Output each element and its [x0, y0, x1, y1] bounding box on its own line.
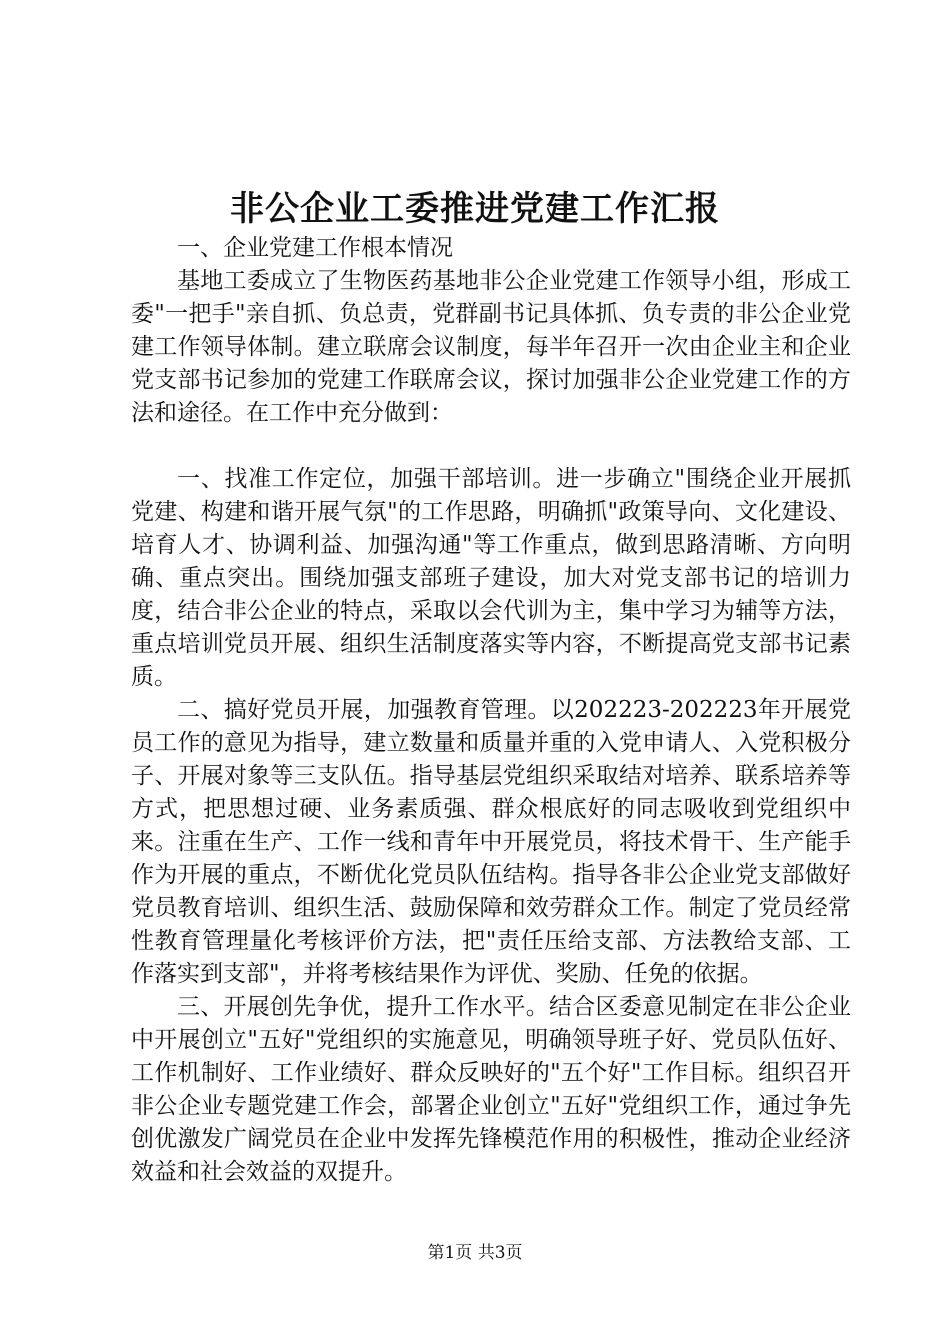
- paragraph-spacer: [131, 430, 851, 463]
- page-number-footer: 第1页 共3页: [427, 1243, 523, 1263]
- body-paragraph: 三、开展创先争优，提升工作水平。结合区委意见制定在非公企业中开展创立"五好"党组织的实施意见，明确领导班子好、党员队伍好、工作机制好、工作业绩好、群众反映好的"五个好"工作目标。组织召开非公企业专题党建工作会，部署企业创立"五好"党组织工作，通过争先创优激发广阔党员在企业中发挥先锋模范作用的积极性，推动企业经济效益和社会效益的双提升。: [131, 994, 851, 1185]
- body-paragraph: 二、搞好党员开展，加强教育管理。以202223-202223年开展党员工作的意见为指导，建立数量和质量并重的入党申请人、入党积极分子、开展对象等三支队伍。指导基层党组织采取结对培养、联系培养等方式，把思想过硬、业务素质强、群众根底好的同志吸收到党组织中来。注重在生产、工作一线和青年中开展党员，将技术骨干、生产能手作为开展的重点，不断优化党员队伍结构。指导各非公企业党支部做好党员教育培训、组织生活、鼓励保障和效劳群众工作。制定了党员经常性教育管理量化考核评价方法，把"责任压给支部、方法教给支部、工作落实到支部"，并将考核结果作为评优、奖励、任免的依据。: [131, 697, 851, 987]
- document-title: 非公企业工委推进党建工作汇报: [230, 189, 720, 229]
- body-paragraph: 一、找准工作定位，加强干部培训。进一步确立"围绕企业开展抓党建、构建和谐开展气氛"的工作思路，明确抓"政策导向、文化建设、培育人才、协调利益、加强沟通"等工作重点，做到思路清晰、方向明确、重点突出。围绕加强支部班子建设，加大对党支部书记的培训力度，结合非公企业的特点，采取以会代训为主，集中学习为辅等方法，重点培训党员开展、组织生活制度落实等内容，不断提高党支部书记素质。: [131, 466, 851, 690]
- section-heading: 一、企业党建工作根本情况: [177, 235, 453, 261]
- body-paragraph: 基地工委成立了生物医药基地非公企业党建工作领导小组，形成工委"一把手"亲自抓、负总责，党群副书记具体抓、负专责的非公企业党建工作领导体制。建立联席会议制度，每半年召开一次由企业主和企业党支部书记参加的党建工作联席会议，探讨加强非公企业党建工作的方法和途径。在工作中充分做到：: [131, 268, 851, 426]
- document-body: [131, 232, 851, 1189]
